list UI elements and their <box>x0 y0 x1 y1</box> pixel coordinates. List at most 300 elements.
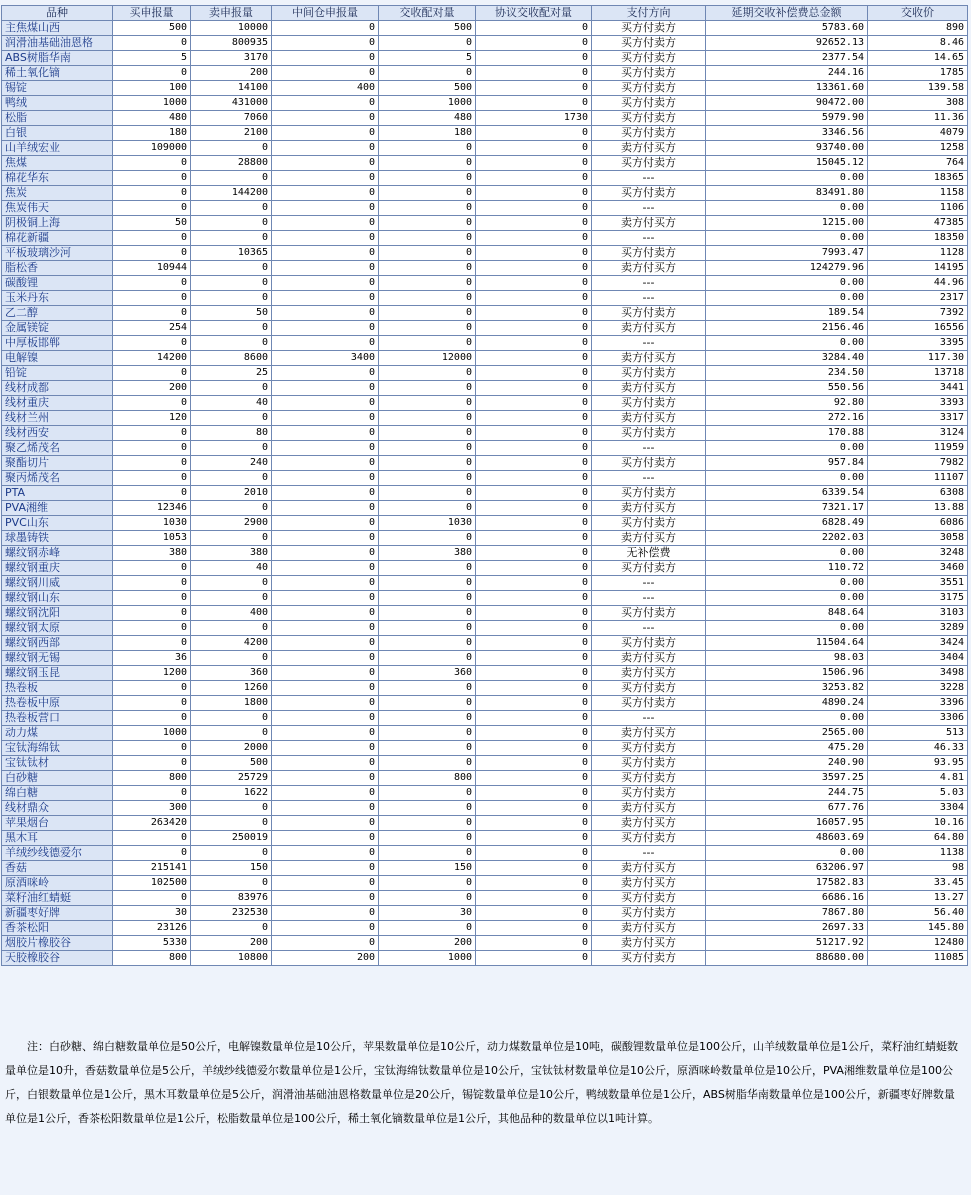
compensation-amount-cell: 0.00 <box>706 546 868 561</box>
buy-declared-cell: 0 <box>113 306 191 321</box>
delivery-matched-cell: 0 <box>379 921 476 936</box>
delivery-price-cell: 33.45 <box>868 876 968 891</box>
compensation-amount-cell: 0.00 <box>706 576 868 591</box>
payment-direction-cell: 买方付卖方 <box>592 81 706 96</box>
middle-warehouse-cell: 0 <box>272 891 379 906</box>
sell-declared-cell: 25 <box>191 366 272 381</box>
compensation-amount-cell: 272.16 <box>706 411 868 426</box>
product-name-cell: 热卷板 <box>2 681 113 696</box>
delivery-price-cell: 7392 <box>868 306 968 321</box>
agreement-matched-cell: 0 <box>476 471 592 486</box>
table-body <box>2 21 968 966</box>
sell-declared-cell: 0 <box>191 726 272 741</box>
product-name-cell: 热卷板营口 <box>2 711 113 726</box>
middle-warehouse-cell: 0 <box>272 906 379 921</box>
delivery-matched-cell: 0 <box>379 831 476 846</box>
sell-declared-cell: 0 <box>191 816 272 831</box>
product-name-cell: ABS树脂华南 <box>2 51 113 66</box>
table-row <box>2 171 968 186</box>
delivery-price-cell: 139.58 <box>868 81 968 96</box>
table-row <box>2 66 968 81</box>
product-name-cell: 金属镁锭 <box>2 321 113 336</box>
sell-declared-cell: 0 <box>191 711 272 726</box>
payment-direction-cell: --- <box>592 291 706 306</box>
column-header: 延期交收补偿费总金额 <box>706 6 868 21</box>
buy-declared-cell: 0 <box>113 456 191 471</box>
table-row <box>2 276 968 291</box>
product-name-cell: 原酒咪岭 <box>2 876 113 891</box>
middle-warehouse-cell: 0 <box>272 621 379 636</box>
product-name-cell: 线材兰州 <box>2 411 113 426</box>
payment-direction-cell: --- <box>592 336 706 351</box>
agreement-matched-cell: 0 <box>476 261 592 276</box>
compensation-amount-cell: 2156.46 <box>706 321 868 336</box>
delivery-price-cell: 3289 <box>868 621 968 636</box>
delivery-price-cell: 3228 <box>868 681 968 696</box>
delivery-matched-cell: 0 <box>379 696 476 711</box>
middle-warehouse-cell: 0 <box>272 606 379 621</box>
product-name-cell: 绵白糖 <box>2 786 113 801</box>
delivery-matched-cell: 30 <box>379 906 476 921</box>
payment-direction-cell: 买方付卖方 <box>592 561 706 576</box>
delivery-matched-cell: 480 <box>379 111 476 126</box>
agreement-matched-cell: 0 <box>476 621 592 636</box>
product-name-cell: 天胶橡胶谷 <box>2 951 113 966</box>
delivery-price-cell: 6308 <box>868 486 968 501</box>
sell-declared-cell: 25729 <box>191 771 272 786</box>
delivery-matched-cell: 0 <box>379 426 476 441</box>
buy-declared-cell: 300 <box>113 801 191 816</box>
delivery-matched-cell: 0 <box>379 786 476 801</box>
payment-direction-cell: 卖方付买方 <box>592 216 706 231</box>
agreement-matched-cell: 0 <box>476 666 592 681</box>
agreement-matched-cell: 0 <box>476 921 592 936</box>
compensation-amount-cell: 5979.90 <box>706 111 868 126</box>
middle-warehouse-cell: 0 <box>272 51 379 66</box>
middle-warehouse-cell: 0 <box>272 216 379 231</box>
delivery-matched-cell: 0 <box>379 66 476 81</box>
delivery-price-cell: 16556 <box>868 321 968 336</box>
sell-declared-cell: 10000 <box>191 21 272 36</box>
sell-declared-cell: 0 <box>191 876 272 891</box>
delivery-price-cell: 14195 <box>868 261 968 276</box>
delivery-matched-cell: 0 <box>379 441 476 456</box>
table-row <box>2 291 968 306</box>
compensation-amount-cell: 0.00 <box>706 171 868 186</box>
agreement-matched-cell: 0 <box>476 441 592 456</box>
sell-declared-cell: 431000 <box>191 96 272 111</box>
payment-direction-cell: 卖方付买方 <box>592 321 706 336</box>
middle-warehouse-cell: 0 <box>272 786 379 801</box>
table-row <box>2 411 968 426</box>
sell-declared-cell: 0 <box>191 501 272 516</box>
buy-declared-cell: 0 <box>113 696 191 711</box>
table-row <box>2 21 968 36</box>
delivery-matched-cell: 0 <box>379 621 476 636</box>
compensation-amount-cell: 0.00 <box>706 471 868 486</box>
compensation-amount-cell: 5783.60 <box>706 21 868 36</box>
compensation-amount-cell: 0.00 <box>706 336 868 351</box>
delivery-price-cell: 3175 <box>868 591 968 606</box>
delivery-matched-cell: 0 <box>379 891 476 906</box>
buy-declared-cell: 100 <box>113 81 191 96</box>
compensation-amount-cell: 0.00 <box>706 201 868 216</box>
table-row <box>2 816 968 831</box>
product-name-cell: 线材鼎众 <box>2 801 113 816</box>
middle-warehouse-cell: 0 <box>272 666 379 681</box>
payment-direction-cell: 卖方付买方 <box>592 141 706 156</box>
agreement-matched-cell: 0 <box>476 591 592 606</box>
table-row <box>2 246 968 261</box>
agreement-matched-cell: 0 <box>476 816 592 831</box>
product-name-cell: 中厚板邯郸 <box>2 336 113 351</box>
sell-declared-cell: 3170 <box>191 51 272 66</box>
payment-direction-cell: 买方付卖方 <box>592 606 706 621</box>
delivery-price-cell: 13.88 <box>868 501 968 516</box>
delivery-matched-cell: 0 <box>379 576 476 591</box>
middle-warehouse-cell: 0 <box>272 771 379 786</box>
middle-warehouse-cell: 0 <box>272 321 379 336</box>
buy-declared-cell: 0 <box>113 681 191 696</box>
middle-warehouse-cell: 0 <box>272 726 379 741</box>
buy-declared-cell: 180 <box>113 126 191 141</box>
payment-direction-cell: 买方付卖方 <box>592 891 706 906</box>
payment-direction-cell: --- <box>592 231 706 246</box>
product-name-cell: PVA湘维 <box>2 501 113 516</box>
delivery-price-cell: 6086 <box>868 516 968 531</box>
delivery-price-cell: 11959 <box>868 441 968 456</box>
delivery-matched-cell: 0 <box>379 561 476 576</box>
payment-direction-cell: --- <box>592 441 706 456</box>
buy-declared-cell: 0 <box>113 441 191 456</box>
table-row <box>2 456 968 471</box>
agreement-matched-cell: 0 <box>476 561 592 576</box>
delivery-price-cell: 46.33 <box>868 741 968 756</box>
buy-declared-cell: 5330 <box>113 936 191 951</box>
sell-declared-cell: 0 <box>191 291 272 306</box>
sell-declared-cell: 400 <box>191 606 272 621</box>
buy-declared-cell: 200 <box>113 381 191 396</box>
compensation-amount-cell: 51217.92 <box>706 936 868 951</box>
compensation-amount-cell: 0.00 <box>706 231 868 246</box>
table-row <box>2 321 968 336</box>
payment-direction-cell: 买方付卖方 <box>592 186 706 201</box>
sell-declared-cell: 0 <box>191 141 272 156</box>
compensation-amount-cell: 88680.00 <box>706 951 868 966</box>
buy-declared-cell: 12346 <box>113 501 191 516</box>
delivery-price-cell: 3103 <box>868 606 968 621</box>
product-name-cell: 脂松香 <box>2 261 113 276</box>
buy-declared-cell: 0 <box>113 36 191 51</box>
agreement-matched-cell: 0 <box>476 741 592 756</box>
delivery-matched-cell: 0 <box>379 531 476 546</box>
delivery-matched-cell: 200 <box>379 936 476 951</box>
sell-declared-cell: 80 <box>191 426 272 441</box>
sell-declared-cell: 200 <box>191 66 272 81</box>
middle-warehouse-cell: 0 <box>272 111 379 126</box>
sell-declared-cell: 240 <box>191 456 272 471</box>
delivery-matched-cell: 360 <box>379 666 476 681</box>
table-row <box>2 771 968 786</box>
agreement-matched-cell: 0 <box>476 66 592 81</box>
compensation-amount-cell: 234.50 <box>706 366 868 381</box>
sell-declared-cell: 500 <box>191 756 272 771</box>
buy-declared-cell: 0 <box>113 291 191 306</box>
payment-direction-cell: 买方付卖方 <box>592 51 706 66</box>
buy-declared-cell: 0 <box>113 201 191 216</box>
payment-direction-cell: 买方付卖方 <box>592 636 706 651</box>
product-name-cell: 聚乙烯茂名 <box>2 441 113 456</box>
table-row <box>2 561 968 576</box>
delivery-matched-cell: 0 <box>379 306 476 321</box>
table-row <box>2 726 968 741</box>
product-name-cell: 香茶松阳 <box>2 921 113 936</box>
product-name-cell: 线材西安 <box>2 426 113 441</box>
table-row <box>2 606 968 621</box>
delivery-price-cell: 1785 <box>868 66 968 81</box>
buy-declared-cell: 0 <box>113 336 191 351</box>
sell-declared-cell: 0 <box>191 651 272 666</box>
delivery-matched-cell: 150 <box>379 861 476 876</box>
middle-warehouse-cell: 400 <box>272 81 379 96</box>
delivery-price-cell: 513 <box>868 726 968 741</box>
agreement-matched-cell: 0 <box>476 636 592 651</box>
agreement-matched-cell: 0 <box>476 861 592 876</box>
table-row <box>2 486 968 501</box>
agreement-matched-cell: 0 <box>476 216 592 231</box>
delivery-price-cell: 3404 <box>868 651 968 666</box>
table-row <box>2 876 968 891</box>
agreement-matched-cell: 0 <box>476 201 592 216</box>
delivery-matched-cell: 0 <box>379 216 476 231</box>
buy-declared-cell: 1030 <box>113 516 191 531</box>
table-row <box>2 306 968 321</box>
agreement-matched-cell: 0 <box>476 951 592 966</box>
agreement-matched-cell: 0 <box>476 231 592 246</box>
agreement-matched-cell: 0 <box>476 411 592 426</box>
product-name-cell: 线材成都 <box>2 381 113 396</box>
compensation-amount-cell: 17582.83 <box>706 876 868 891</box>
product-name-cell: 螺纹钢西部 <box>2 636 113 651</box>
table-row <box>2 636 968 651</box>
delivery-price-cell: 308 <box>868 96 968 111</box>
delivery-price-cell: 3306 <box>868 711 968 726</box>
agreement-matched-cell: 0 <box>476 801 592 816</box>
sell-declared-cell: 40 <box>191 396 272 411</box>
sell-declared-cell: 1260 <box>191 681 272 696</box>
middle-warehouse-cell: 0 <box>272 276 379 291</box>
product-name-cell: 稀土氧化镝 <box>2 66 113 81</box>
buy-declared-cell: 0 <box>113 486 191 501</box>
agreement-matched-cell: 0 <box>476 936 592 951</box>
payment-direction-cell: 买方付卖方 <box>592 831 706 846</box>
table-row <box>2 906 968 921</box>
compensation-amount-cell: 0.00 <box>706 291 868 306</box>
middle-warehouse-cell: 0 <box>272 831 379 846</box>
middle-warehouse-cell: 0 <box>272 756 379 771</box>
sell-declared-cell: 40 <box>191 561 272 576</box>
delivery-matched-cell: 0 <box>379 141 476 156</box>
sell-declared-cell: 0 <box>191 591 272 606</box>
compensation-amount-cell: 7993.47 <box>706 246 868 261</box>
middle-warehouse-cell: 0 <box>272 486 379 501</box>
middle-warehouse-cell: 0 <box>272 921 379 936</box>
compensation-amount-cell: 48603.69 <box>706 831 868 846</box>
product-name-cell: 主焦煤山西 <box>2 21 113 36</box>
buy-declared-cell: 102500 <box>113 876 191 891</box>
product-name-cell: 黑木耳 <box>2 831 113 846</box>
sell-declared-cell: 2010 <box>191 486 272 501</box>
compensation-amount-cell: 93740.00 <box>706 141 868 156</box>
middle-warehouse-cell: 0 <box>272 696 379 711</box>
middle-warehouse-cell: 0 <box>272 651 379 666</box>
payment-direction-cell: 买方付卖方 <box>592 126 706 141</box>
agreement-matched-cell: 0 <box>476 291 592 306</box>
payment-direction-cell: --- <box>592 576 706 591</box>
payment-direction-cell: 卖方付买方 <box>592 861 706 876</box>
delivery-matched-cell: 0 <box>379 756 476 771</box>
delivery-price-cell: 11.36 <box>868 111 968 126</box>
buy-declared-cell: 0 <box>113 591 191 606</box>
sell-declared-cell: 0 <box>191 801 272 816</box>
buy-declared-cell: 0 <box>113 426 191 441</box>
agreement-matched-cell: 0 <box>476 786 592 801</box>
delivery-price-cell: 3396 <box>868 696 968 711</box>
table-row <box>2 156 968 171</box>
sell-declared-cell: 50 <box>191 306 272 321</box>
sell-declared-cell: 2100 <box>191 126 272 141</box>
delivery-price-cell: 3393 <box>868 396 968 411</box>
compensation-amount-cell: 7321.17 <box>706 501 868 516</box>
delivery-matched-cell: 1000 <box>379 951 476 966</box>
product-name-cell: 润滑油基础油恩格 <box>2 36 113 51</box>
sell-declared-cell: 0 <box>191 201 272 216</box>
buy-declared-cell: 0 <box>113 576 191 591</box>
product-name-cell: 平板玻璃沙河 <box>2 246 113 261</box>
column-header: 买申报量 <box>113 6 191 21</box>
product-name-cell: 白银 <box>2 126 113 141</box>
agreement-matched-cell: 0 <box>476 381 592 396</box>
payment-direction-cell: 买方付卖方 <box>592 36 706 51</box>
agreement-matched-cell: 0 <box>476 546 592 561</box>
buy-declared-cell: 5 <box>113 51 191 66</box>
agreement-matched-cell: 0 <box>476 21 592 36</box>
table-row <box>2 81 968 96</box>
product-name-cell: 棉花华东 <box>2 171 113 186</box>
agreement-matched-cell: 0 <box>476 846 592 861</box>
delivery-price-cell: 2317 <box>868 291 968 306</box>
table-row <box>2 501 968 516</box>
buy-declared-cell: 10944 <box>113 261 191 276</box>
sell-declared-cell: 0 <box>191 411 272 426</box>
buy-declared-cell: 215141 <box>113 861 191 876</box>
buy-declared-cell: 0 <box>113 246 191 261</box>
delivery-matched-cell: 180 <box>379 126 476 141</box>
compensation-amount-cell: 6339.54 <box>706 486 868 501</box>
delivery-price-cell: 3441 <box>868 381 968 396</box>
buy-declared-cell: 0 <box>113 846 191 861</box>
delivery-price-cell: 764 <box>868 156 968 171</box>
product-name-cell: 电解镍 <box>2 351 113 366</box>
delivery-table <box>1 5 968 966</box>
agreement-matched-cell: 0 <box>476 141 592 156</box>
table-row <box>2 111 968 126</box>
table-row <box>2 471 968 486</box>
delivery-price-cell: 47385 <box>868 216 968 231</box>
table-row <box>2 381 968 396</box>
buy-declared-cell: 0 <box>113 711 191 726</box>
buy-declared-cell: 1200 <box>113 666 191 681</box>
agreement-matched-cell: 0 <box>476 681 592 696</box>
agreement-matched-cell: 0 <box>476 771 592 786</box>
sell-declared-cell: 0 <box>191 321 272 336</box>
delivery-price-cell: 10.16 <box>868 816 968 831</box>
buy-declared-cell: 36 <box>113 651 191 666</box>
product-name-cell: 螺纹钢无锡 <box>2 651 113 666</box>
table-row <box>2 576 968 591</box>
sell-declared-cell: 4200 <box>191 636 272 651</box>
middle-warehouse-cell: 0 <box>272 471 379 486</box>
payment-direction-cell: 卖方付买方 <box>592 921 706 936</box>
product-name-cell: 螺纹钢川威 <box>2 576 113 591</box>
buy-declared-cell: 0 <box>113 636 191 651</box>
middle-warehouse-cell: 0 <box>272 246 379 261</box>
agreement-matched-cell: 0 <box>476 306 592 321</box>
agreement-matched-cell: 0 <box>476 246 592 261</box>
delivery-price-cell: 3124 <box>868 426 968 441</box>
product-name-cell: 聚酯切片 <box>2 456 113 471</box>
compensation-amount-cell: 110.72 <box>706 561 868 576</box>
middle-warehouse-cell: 0 <box>272 141 379 156</box>
table-row <box>2 846 968 861</box>
compensation-amount-cell: 15045.12 <box>706 156 868 171</box>
delivery-matched-cell: 0 <box>379 156 476 171</box>
compensation-amount-cell: 3597.25 <box>706 771 868 786</box>
compensation-amount-cell: 189.54 <box>706 306 868 321</box>
compensation-amount-cell: 13361.60 <box>706 81 868 96</box>
product-name-cell: 焦煤 <box>2 156 113 171</box>
table-row <box>2 126 968 141</box>
delivery-price-cell: 4079 <box>868 126 968 141</box>
delivery-price-cell: 3498 <box>868 666 968 681</box>
compensation-amount-cell: 63206.97 <box>706 861 868 876</box>
payment-direction-cell: 卖方付买方 <box>592 666 706 681</box>
sell-declared-cell: 0 <box>191 276 272 291</box>
agreement-matched-cell: 0 <box>476 366 592 381</box>
product-name-cell: 玉米丹东 <box>2 291 113 306</box>
product-name-cell: 螺纹钢山东 <box>2 591 113 606</box>
payment-direction-cell: 买方付卖方 <box>592 456 706 471</box>
middle-warehouse-cell: 0 <box>272 576 379 591</box>
buy-declared-cell: 0 <box>113 396 191 411</box>
middle-warehouse-cell: 0 <box>272 171 379 186</box>
delivery-price-cell: 3424 <box>868 636 968 651</box>
product-name-cell: 焦炭伟天 <box>2 201 113 216</box>
product-name-cell: 松脂 <box>2 111 113 126</box>
delivery-price-cell: 3304 <box>868 801 968 816</box>
delivery-matched-cell: 0 <box>379 726 476 741</box>
compensation-amount-cell: 957.84 <box>706 456 868 471</box>
agreement-matched-cell: 0 <box>476 831 592 846</box>
payment-direction-cell: 买方付卖方 <box>592 906 706 921</box>
buy-declared-cell: 0 <box>113 471 191 486</box>
column-header: 交收价 <box>868 6 968 21</box>
middle-warehouse-cell: 0 <box>272 381 379 396</box>
sell-declared-cell: 14100 <box>191 81 272 96</box>
product-name-cell: 宝钛钛材 <box>2 756 113 771</box>
sell-declared-cell: 380 <box>191 546 272 561</box>
table-row <box>2 786 968 801</box>
